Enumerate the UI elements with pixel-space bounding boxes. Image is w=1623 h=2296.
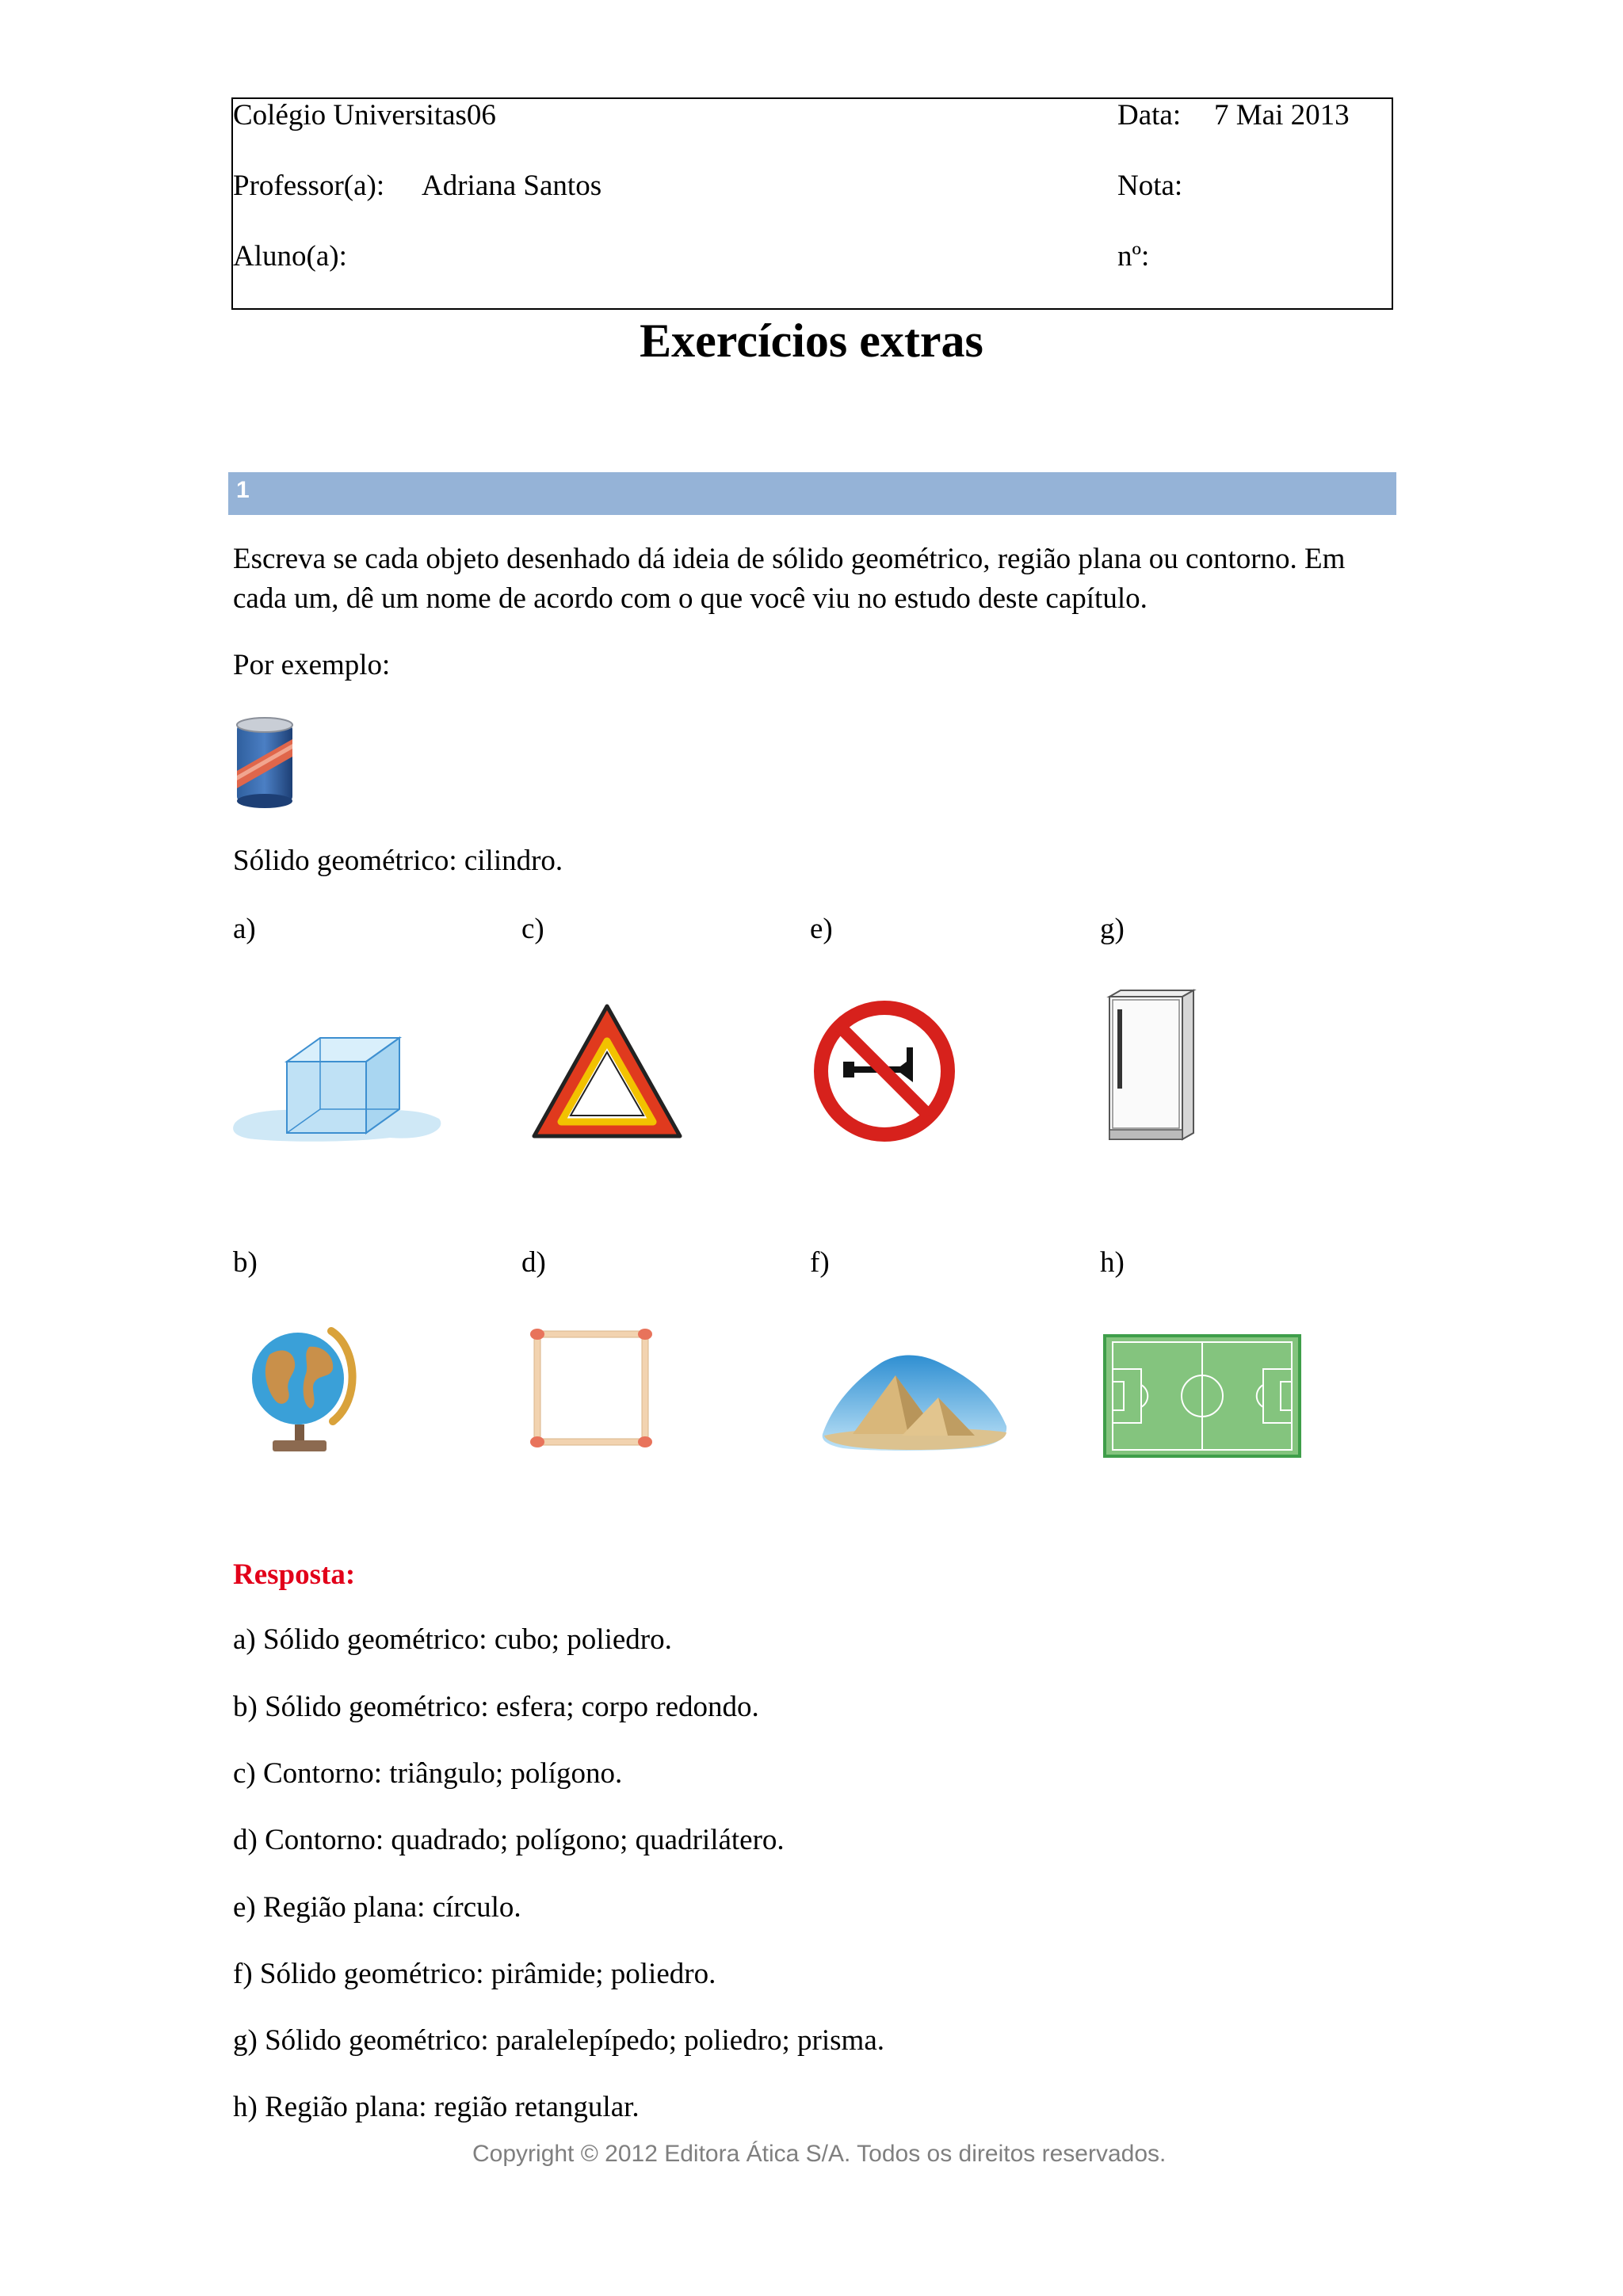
answer-item: h) Região plana: região retangular.: [233, 2091, 640, 2123]
soccer-field-icon: [1103, 1334, 1301, 1458]
teacher-label: Professor(a):: [233, 170, 385, 202]
answer-item: c) Contorno: triângulo; polígono.: [233, 1757, 623, 1790]
instruction-line-1: Escreva se cada objeto desenhado dá ideia de sólido geométrico, região plana ou contorno. Em: [233, 543, 1346, 575]
matchstick-square-icon: [526, 1325, 656, 1453]
figure-label-f: f): [810, 1246, 830, 1279]
date-label: Data:: [1117, 99, 1182, 132]
figure-label-e: e): [810, 913, 833, 945]
instruction-line-2: cada um, dê um nome de acordo com o que você viu no estudo deste capítulo.: [233, 582, 1148, 615]
figure-label-d: d): [521, 1246, 546, 1279]
page-title: Exercícios extras: [640, 315, 983, 367]
section-number: 1: [236, 477, 250, 503]
refrigerator-icon: [1105, 989, 1197, 1144]
warning-triangle-icon: [528, 1000, 686, 1146]
globe-icon: [246, 1323, 365, 1458]
teacher-name: Adriana Santos: [422, 170, 602, 202]
answer-item: b) Sólido geométrico: esfera; corpo redondo.: [233, 1691, 759, 1723]
figure-label-a: a): [233, 913, 256, 945]
figure-label-h: h): [1100, 1246, 1125, 1279]
student-label: Aluno(a):: [233, 240, 347, 273]
can-icon: [234, 715, 296, 810]
figure-label-b: b): [233, 1246, 258, 1279]
answer-item: a) Sólido geométrico: cubo; poliedro.: [233, 1623, 672, 1656]
ice-cube-icon: [231, 1022, 445, 1149]
section-header-bar: [228, 472, 1396, 515]
answer-heading: Resposta:: [233, 1558, 356, 1591]
pyramids-icon: [819, 1347, 1010, 1451]
figure-label-g: g): [1100, 913, 1125, 945]
no-horn-sign-icon: [813, 1000, 956, 1142]
answer-item: d) Contorno: quadrado; polígono; quadrilátero.: [233, 1824, 785, 1856]
school-name: Colégio Universitas06: [233, 99, 496, 132]
answer-item: g) Sólido geométrico: paralelepípedo; poliedro; prisma.: [233, 2024, 885, 2057]
example-label: Por exemplo:: [233, 649, 391, 681]
number-label: nº:: [1117, 240, 1150, 273]
figure-label-c: c): [521, 913, 544, 945]
date-value: 7 Mai 2013: [1214, 99, 1350, 132]
copyright-notice: Copyright © 2012 Editora Ática S/A. Todos os direitos reservados.: [472, 2141, 1167, 2167]
grade-label: Nota:: [1117, 170, 1183, 202]
example-answer: Sólido geométrico: cilindro.: [233, 845, 563, 877]
answer-item: e) Região plana: círculo.: [233, 1891, 521, 1924]
answer-item: f) Sólido geométrico: pirâmide; poliedro.: [233, 1958, 716, 1990]
